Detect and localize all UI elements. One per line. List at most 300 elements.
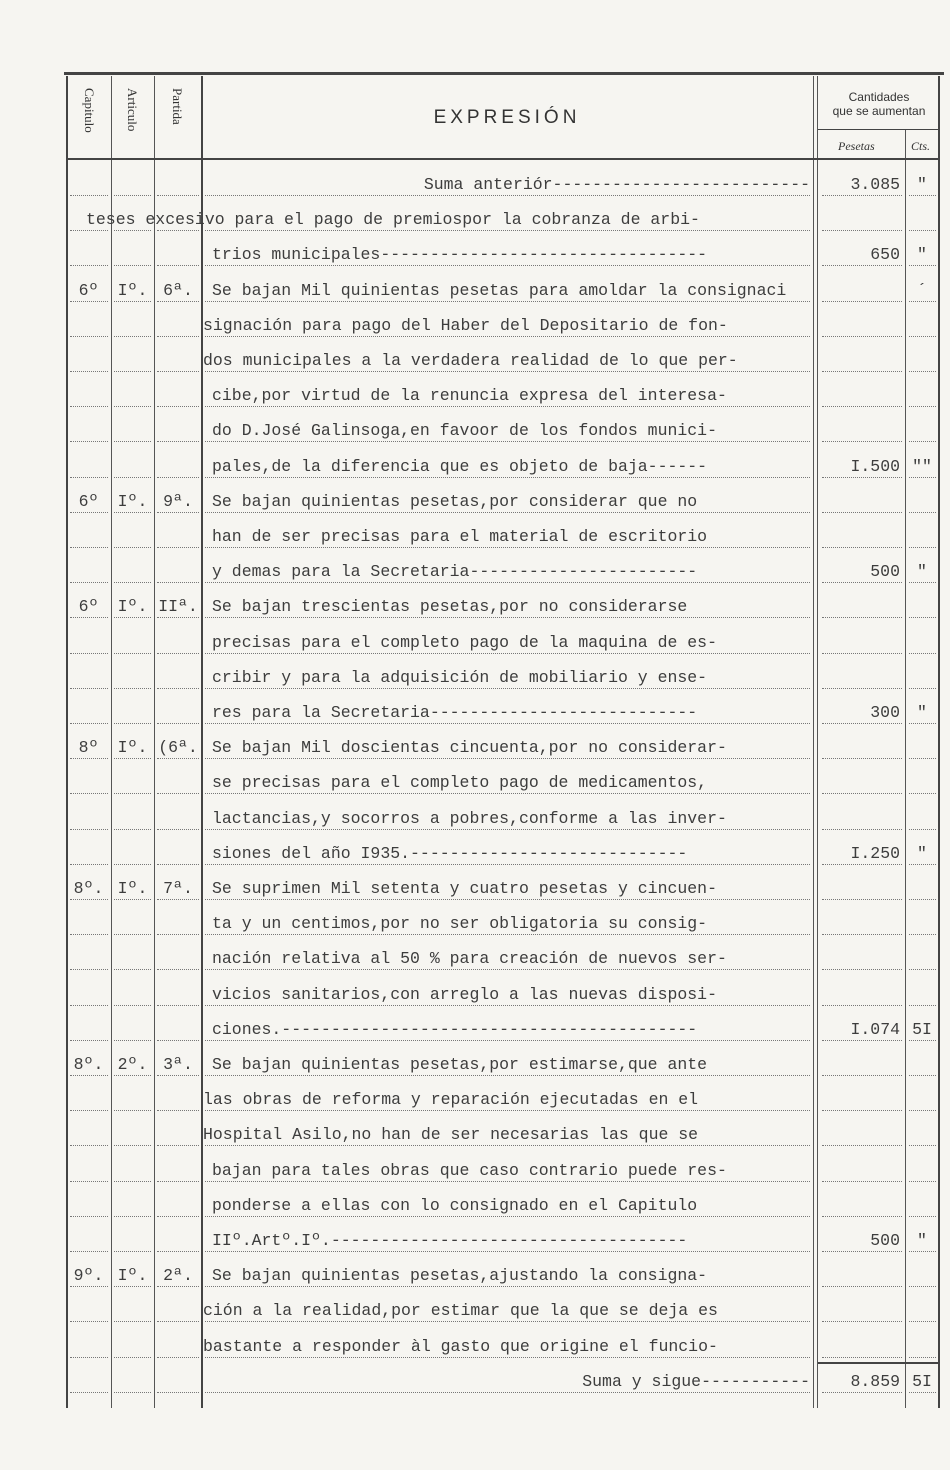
ruled-line bbox=[70, 617, 108, 618]
ruled-line bbox=[822, 1005, 902, 1006]
ruled-line bbox=[70, 1040, 108, 1041]
ruled-line bbox=[157, 230, 199, 231]
ruled-line bbox=[157, 653, 199, 654]
expresion-text: bastante a responder àl gasto que origine el funcio- bbox=[203, 1336, 718, 1356]
expresion-text: Se bajan quinientas pesetas,por considerar que no bbox=[212, 491, 698, 511]
ruled-line bbox=[909, 301, 936, 302]
ruled-line bbox=[70, 1181, 108, 1182]
ruled-line bbox=[70, 1145, 108, 1146]
pesetas-cell: I.250 bbox=[850, 843, 900, 863]
pesetas-cell: 650 bbox=[870, 245, 900, 265]
ruled-line bbox=[205, 195, 810, 196]
ruled-line bbox=[822, 477, 902, 478]
cts-cell: " bbox=[917, 703, 927, 722]
ruled-line bbox=[909, 1251, 936, 1252]
ledger-row bbox=[0, 1291, 950, 1326]
ruled-line bbox=[909, 688, 936, 689]
ruled-line bbox=[70, 758, 108, 759]
ruled-line bbox=[157, 1357, 199, 1358]
ruled-line bbox=[157, 723, 199, 724]
ruled-line bbox=[157, 1251, 199, 1252]
expresion-text: Se bajan quinientas pesetas,ajustando la consigna- bbox=[212, 1266, 708, 1286]
ledger-row bbox=[0, 1010, 950, 1045]
ruled-line bbox=[822, 1392, 902, 1393]
ruled-line bbox=[114, 793, 151, 794]
ruled-line bbox=[205, 1357, 810, 1358]
ruled-line bbox=[822, 1251, 902, 1252]
pesetas-cell: 500 bbox=[870, 562, 900, 582]
ruled-line bbox=[70, 1392, 108, 1393]
expresion-text: las obras de reforma y reparación ejecutadas en el bbox=[203, 1090, 699, 1110]
ruled-line bbox=[157, 793, 199, 794]
expresion-text: Se suprimen Mil setenta y cuatro pesetas y cincuen- bbox=[212, 879, 717, 898]
ruled-line bbox=[909, 582, 936, 583]
ledger-row bbox=[0, 658, 950, 693]
partida-cell: 6ª. bbox=[163, 280, 193, 300]
ruled-line bbox=[70, 864, 108, 865]
ruled-line bbox=[205, 934, 810, 935]
expresion-text: y demas para la Secretaria----------------------- bbox=[212, 562, 698, 582]
ruled-line bbox=[114, 688, 151, 689]
ledger-row bbox=[0, 200, 950, 235]
expresion-text: lactancias,y socorros a pobres,conforme a las inver- bbox=[212, 808, 727, 828]
ruled-line bbox=[114, 371, 151, 372]
expresion-text: ponderse a ellas con lo consignado en el Capitulo bbox=[212, 1195, 698, 1215]
ruled-line bbox=[114, 547, 151, 548]
ledger-row bbox=[0, 447, 950, 482]
ruled-line bbox=[70, 899, 108, 900]
ruled-line bbox=[70, 793, 108, 794]
ruled-line bbox=[909, 547, 936, 548]
ruled-line bbox=[822, 1181, 902, 1182]
ruled-line bbox=[114, 1040, 151, 1041]
ruled-line bbox=[70, 512, 108, 513]
capitulo-cell: 8º. bbox=[73, 879, 104, 898]
ruled-line bbox=[70, 653, 108, 654]
ruled-line bbox=[205, 1392, 810, 1393]
ruled-line bbox=[114, 1392, 151, 1393]
expresion-text: ta y un centimos,por no ser obligatoria su consig- bbox=[212, 914, 708, 934]
ruled-line bbox=[205, 1181, 810, 1182]
ruled-line bbox=[909, 1357, 936, 1358]
articulo-cell: Iº. bbox=[117, 280, 148, 300]
ruled-line bbox=[70, 265, 108, 266]
ruled-line bbox=[822, 195, 902, 196]
ledger-row bbox=[0, 341, 950, 376]
ledger-row bbox=[0, 939, 950, 974]
ruled-line bbox=[822, 301, 902, 302]
ruled-line bbox=[205, 301, 810, 302]
ruled-line bbox=[70, 829, 108, 830]
ruled-line bbox=[70, 934, 108, 935]
ruled-line bbox=[822, 934, 902, 935]
ruled-line bbox=[70, 688, 108, 689]
expresion-text: ción a la realidad,por estimar que la que se deja es bbox=[203, 1301, 718, 1321]
ruled-line bbox=[114, 1005, 151, 1006]
pesetas-cell: I.074 bbox=[850, 1019, 900, 1039]
ledger-row bbox=[0, 1256, 950, 1291]
ruled-line bbox=[205, 864, 810, 865]
ruled-line bbox=[114, 1321, 151, 1322]
ruled-line bbox=[822, 1286, 902, 1287]
cts-cell: ´ bbox=[917, 280, 927, 300]
ledger-row bbox=[0, 411, 950, 446]
cts-cell: 5I bbox=[912, 1019, 932, 1039]
ruled-line bbox=[70, 1286, 108, 1287]
ruled-line bbox=[114, 301, 151, 302]
cts-cell: 5I bbox=[912, 1371, 932, 1391]
ruled-line bbox=[157, 301, 199, 302]
ruled-line bbox=[157, 1075, 199, 1076]
expresion-text: ciones.------------------------------------------ bbox=[212, 1019, 698, 1039]
header-pesetas: Pesetas bbox=[838, 139, 875, 153]
ruled-line bbox=[157, 371, 199, 372]
ruled-line bbox=[822, 1321, 902, 1322]
ruled-line bbox=[909, 195, 936, 196]
articulo-cell: Iº. bbox=[117, 491, 148, 511]
ruled-line bbox=[822, 1040, 902, 1041]
ruled-line bbox=[909, 934, 936, 935]
ledger-row bbox=[0, 623, 950, 658]
ruled-line bbox=[114, 1181, 151, 1182]
ruled-line bbox=[157, 265, 199, 266]
ruled-line bbox=[909, 1216, 936, 1217]
ruled-line bbox=[205, 617, 810, 618]
cts-cell: " bbox=[917, 562, 927, 582]
ruled-line bbox=[822, 864, 902, 865]
ruled-line bbox=[205, 582, 810, 583]
ruled-line bbox=[70, 477, 108, 478]
ledger-row bbox=[0, 235, 950, 270]
partida-cell: 9ª. bbox=[163, 491, 193, 511]
ruled-line bbox=[909, 441, 936, 442]
ruled-line bbox=[909, 1110, 936, 1111]
ruled-line bbox=[70, 582, 108, 583]
ruled-line bbox=[157, 758, 199, 759]
ruled-line bbox=[205, 441, 810, 442]
ruled-line bbox=[205, 512, 810, 513]
ruled-line bbox=[70, 371, 108, 372]
header-cts: Cts. bbox=[911, 139, 931, 153]
ruled-line bbox=[205, 1286, 810, 1287]
pesetas-cell: 8.859 bbox=[850, 1371, 900, 1391]
expresion-text: Se bajan trescientas pesetas,por no considerarse bbox=[212, 597, 688, 617]
ledger-row bbox=[0, 1186, 950, 1221]
ruled-line bbox=[822, 758, 902, 759]
articulo-cell: Iº. bbox=[117, 1266, 148, 1286]
ruled-line bbox=[157, 1181, 199, 1182]
expresion-text: Se bajan Mil quinientas pesetas para amoldar la consignaci bbox=[212, 280, 787, 300]
expresion-text: bajan para tales obras que caso contrario puede res- bbox=[212, 1160, 727, 1180]
ruled-line bbox=[70, 1075, 108, 1076]
ledger-row bbox=[0, 693, 950, 728]
ruled-line bbox=[205, 723, 810, 724]
ruled-line bbox=[70, 969, 108, 970]
ruled-line bbox=[822, 723, 902, 724]
header-cantidades-line2: que se aumentan bbox=[832, 104, 926, 118]
ruled-line bbox=[909, 477, 936, 478]
capitulo-cell: 6º bbox=[78, 491, 99, 511]
ruled-line bbox=[205, 1005, 810, 1006]
ruled-line bbox=[822, 1145, 902, 1146]
ruled-line bbox=[909, 793, 936, 794]
ruled-line bbox=[822, 371, 902, 372]
ruled-line bbox=[205, 758, 810, 759]
ruled-line bbox=[909, 617, 936, 618]
ledger-row bbox=[0, 1080, 950, 1115]
ruled-line bbox=[205, 1145, 810, 1146]
ledger-row bbox=[0, 1115, 950, 1150]
ruled-line bbox=[205, 829, 810, 830]
ruled-line bbox=[909, 230, 936, 231]
ledger-row bbox=[0, 975, 950, 1010]
cts-cell: " bbox=[917, 175, 927, 194]
ruled-line bbox=[205, 793, 810, 794]
ruled-line bbox=[114, 477, 151, 478]
ruled-line bbox=[157, 1005, 199, 1006]
ruled-line bbox=[70, 336, 108, 337]
ruled-line bbox=[822, 1110, 902, 1111]
ruled-line bbox=[70, 406, 108, 407]
ledger-row bbox=[0, 904, 950, 939]
partida-cell: (6ª. bbox=[158, 738, 198, 758]
ruled-line bbox=[822, 336, 902, 337]
ruled-line bbox=[822, 688, 902, 689]
ruled-line bbox=[157, 969, 199, 970]
ruled-line bbox=[114, 934, 151, 935]
ruled-line bbox=[70, 723, 108, 724]
ruled-line bbox=[822, 512, 902, 513]
header-capitulo: Capitulo bbox=[82, 88, 97, 133]
ruled-line bbox=[909, 512, 936, 513]
header-cantidades-line1: Cantidades bbox=[848, 90, 910, 104]
ruled-line bbox=[909, 758, 936, 759]
ruled-line bbox=[70, 441, 108, 442]
ruled-line bbox=[822, 230, 902, 231]
ruled-line bbox=[157, 1392, 199, 1393]
ruled-line bbox=[822, 1075, 902, 1076]
ledger-row bbox=[0, 482, 950, 517]
ledger-row bbox=[0, 1362, 950, 1397]
ruled-line bbox=[114, 1357, 151, 1358]
ruled-line bbox=[157, 441, 199, 442]
expresion-text: cribir y para la adquisición de mobiliario y ense- bbox=[212, 667, 708, 687]
ruled-line bbox=[114, 1286, 151, 1287]
ruled-line bbox=[909, 1181, 936, 1182]
expresion-text: teses excesivo para el pago de premiospor la cobranza de arbi- bbox=[86, 210, 700, 230]
ruled-line bbox=[157, 512, 199, 513]
ruled-line bbox=[822, 265, 902, 266]
ruled-line bbox=[205, 1110, 810, 1111]
capitulo-cell: 6º bbox=[78, 597, 99, 617]
ruled-line bbox=[909, 406, 936, 407]
ruled-line bbox=[157, 1216, 199, 1217]
ledger-row bbox=[0, 306, 950, 341]
ruled-line bbox=[822, 441, 902, 442]
expresion-text: dos municipales a la verdadera realidad de lo que per- bbox=[203, 351, 738, 370]
ledger-row bbox=[0, 376, 950, 411]
top-rule bbox=[64, 72, 944, 75]
ledger-row bbox=[0, 869, 950, 904]
pesetas-cell: 3.085 bbox=[850, 175, 900, 194]
ruled-line bbox=[205, 230, 810, 231]
ruled-line bbox=[70, 1216, 108, 1217]
ruled-line bbox=[909, 1286, 936, 1287]
ruled-line bbox=[822, 829, 902, 830]
expresion-text: Se bajan Mil doscientas cincuenta,por no considerar- bbox=[212, 738, 727, 758]
ledger-row bbox=[0, 1327, 950, 1362]
header-bottom-rule bbox=[68, 158, 938, 160]
ruled-line bbox=[909, 1005, 936, 1006]
ruled-line bbox=[114, 1110, 151, 1111]
ruled-line bbox=[157, 195, 199, 196]
expresion-text: Suma y sigue----------- bbox=[582, 1371, 810, 1391]
ruled-line bbox=[70, 195, 108, 196]
ruled-line bbox=[157, 1040, 199, 1041]
capitulo-cell: 6º bbox=[78, 280, 99, 300]
ruled-line bbox=[114, 1145, 151, 1146]
expresion-text: se precisas para el completo pago de medicamentos, bbox=[212, 773, 708, 793]
ledger-row bbox=[0, 799, 950, 834]
ruled-line bbox=[157, 582, 199, 583]
ruled-line bbox=[205, 547, 810, 548]
articulo-cell: 2º. bbox=[117, 1055, 148, 1074]
ruled-line bbox=[205, 406, 810, 407]
ruled-line bbox=[157, 1286, 199, 1287]
partida-cell: 2ª. bbox=[163, 1266, 193, 1286]
expresion-text: precisas para el completo pago de la maquina de es- bbox=[212, 632, 717, 652]
ruled-line bbox=[205, 1216, 810, 1217]
ruled-line bbox=[909, 864, 936, 865]
ruled-line bbox=[114, 1075, 151, 1076]
ruled-line bbox=[205, 899, 810, 900]
expresion-text: res para la Secretaria--------------------------- bbox=[212, 703, 698, 722]
expresion-text: do D.José Galinsoga,en favoor de los fondos munici- bbox=[212, 421, 717, 441]
ruled-line bbox=[822, 653, 902, 654]
ruled-line bbox=[70, 1357, 108, 1358]
ruled-line bbox=[157, 336, 199, 337]
ledger-row bbox=[0, 834, 950, 869]
ruled-line bbox=[205, 1251, 810, 1252]
ruled-line bbox=[205, 969, 810, 970]
cts-cell: " bbox=[917, 843, 927, 863]
pesetas-cell: I.500 bbox=[850, 456, 900, 476]
ruled-line bbox=[157, 934, 199, 935]
ruled-line bbox=[114, 758, 151, 759]
ruled-line bbox=[114, 969, 151, 970]
ruled-line bbox=[157, 1110, 199, 1111]
expresion-text: pales,de la diferencia que es objeto de baja------ bbox=[212, 456, 708, 476]
ruled-line bbox=[909, 1145, 936, 1146]
ruled-line bbox=[205, 265, 810, 266]
capitulo-cell: 8º. bbox=[73, 1055, 104, 1074]
ledger-row bbox=[0, 517, 950, 552]
pesetas-cell: 500 bbox=[870, 1231, 900, 1250]
capitulo-cell: 8º bbox=[78, 738, 99, 758]
ruled-line bbox=[822, 406, 902, 407]
ruled-line bbox=[909, 899, 936, 900]
ruled-line bbox=[70, 301, 108, 302]
ruled-line bbox=[909, 829, 936, 830]
ruled-line bbox=[909, 1075, 936, 1076]
ruled-line bbox=[157, 1321, 199, 1322]
expresion-text: siones del año I935.---------------------------- bbox=[212, 843, 688, 863]
ruled-line bbox=[822, 969, 902, 970]
ruled-line bbox=[909, 969, 936, 970]
ruled-line bbox=[114, 723, 151, 724]
ruled-line bbox=[70, 1321, 108, 1322]
cts-cell: " bbox=[917, 245, 927, 265]
capitulo-cell: 9º. bbox=[73, 1266, 104, 1286]
ruled-line bbox=[70, 547, 108, 548]
expresion-text: cibe,por virtud de la renuncia expresa del interesa- bbox=[212, 386, 727, 406]
expresion-text: Se bajan quinientas pesetas,por estimarse,que ante bbox=[212, 1055, 708, 1074]
ruled-line bbox=[909, 265, 936, 266]
ruled-line bbox=[157, 406, 199, 407]
ruled-line bbox=[205, 1040, 810, 1041]
ruled-line bbox=[909, 1321, 936, 1322]
articulo-cell: Iº. bbox=[117, 879, 148, 898]
ruled-line bbox=[909, 371, 936, 372]
header-sub-rule bbox=[818, 129, 938, 130]
ruled-line bbox=[157, 688, 199, 689]
ruled-line bbox=[909, 653, 936, 654]
header-partida: Partida bbox=[170, 88, 185, 125]
ruled-line bbox=[157, 617, 199, 618]
ledger-row bbox=[0, 165, 950, 200]
partida-cell: 7ª. bbox=[163, 879, 193, 898]
ruled-line bbox=[822, 617, 902, 618]
ruled-line bbox=[822, 793, 902, 794]
ledger-row bbox=[0, 552, 950, 587]
ruled-line bbox=[114, 195, 151, 196]
ruled-line bbox=[157, 1145, 199, 1146]
ruled-line bbox=[114, 582, 151, 583]
ruled-line bbox=[909, 336, 936, 337]
ruled-line bbox=[909, 1392, 936, 1393]
ledger-row bbox=[0, 1151, 950, 1186]
ruled-line bbox=[822, 1216, 902, 1217]
partida-cell: 3ª. bbox=[163, 1055, 193, 1074]
expresion-text: Hospital Asilo,no han de ser necesarias las que se bbox=[203, 1125, 699, 1145]
ruled-line bbox=[114, 653, 151, 654]
expresion-text: Suma anteriór-------------------------- bbox=[423, 175, 810, 194]
ledger-row bbox=[0, 271, 950, 306]
ledger-row bbox=[0, 763, 950, 798]
expresion-text: vicios sanitarios,con arreglo a las nuevas disposi- bbox=[212, 984, 717, 1004]
ruled-line bbox=[909, 1040, 936, 1041]
articulo-cell: Iº. bbox=[117, 738, 148, 758]
ruled-line bbox=[205, 1075, 810, 1076]
expresion-text: han de ser precisas para el material de escritorio bbox=[212, 527, 708, 546]
ruled-line bbox=[157, 477, 199, 478]
ruled-line bbox=[114, 617, 151, 618]
ruled-line bbox=[114, 899, 151, 900]
header-articulo: Articulo bbox=[125, 88, 140, 132]
ruled-line bbox=[114, 406, 151, 407]
ruled-line bbox=[114, 441, 151, 442]
ruled-line bbox=[114, 230, 151, 231]
ruled-line bbox=[205, 477, 810, 478]
ruled-line bbox=[909, 723, 936, 724]
ruled-line bbox=[157, 829, 199, 830]
cts-cell: " bbox=[917, 1231, 927, 1250]
ruled-line bbox=[70, 1251, 108, 1252]
ruled-line bbox=[70, 1110, 108, 1111]
ruled-line bbox=[822, 582, 902, 583]
expresion-text: signación para pago del Haber del Depositario de fon- bbox=[203, 315, 728, 335]
ruled-line bbox=[205, 336, 810, 337]
